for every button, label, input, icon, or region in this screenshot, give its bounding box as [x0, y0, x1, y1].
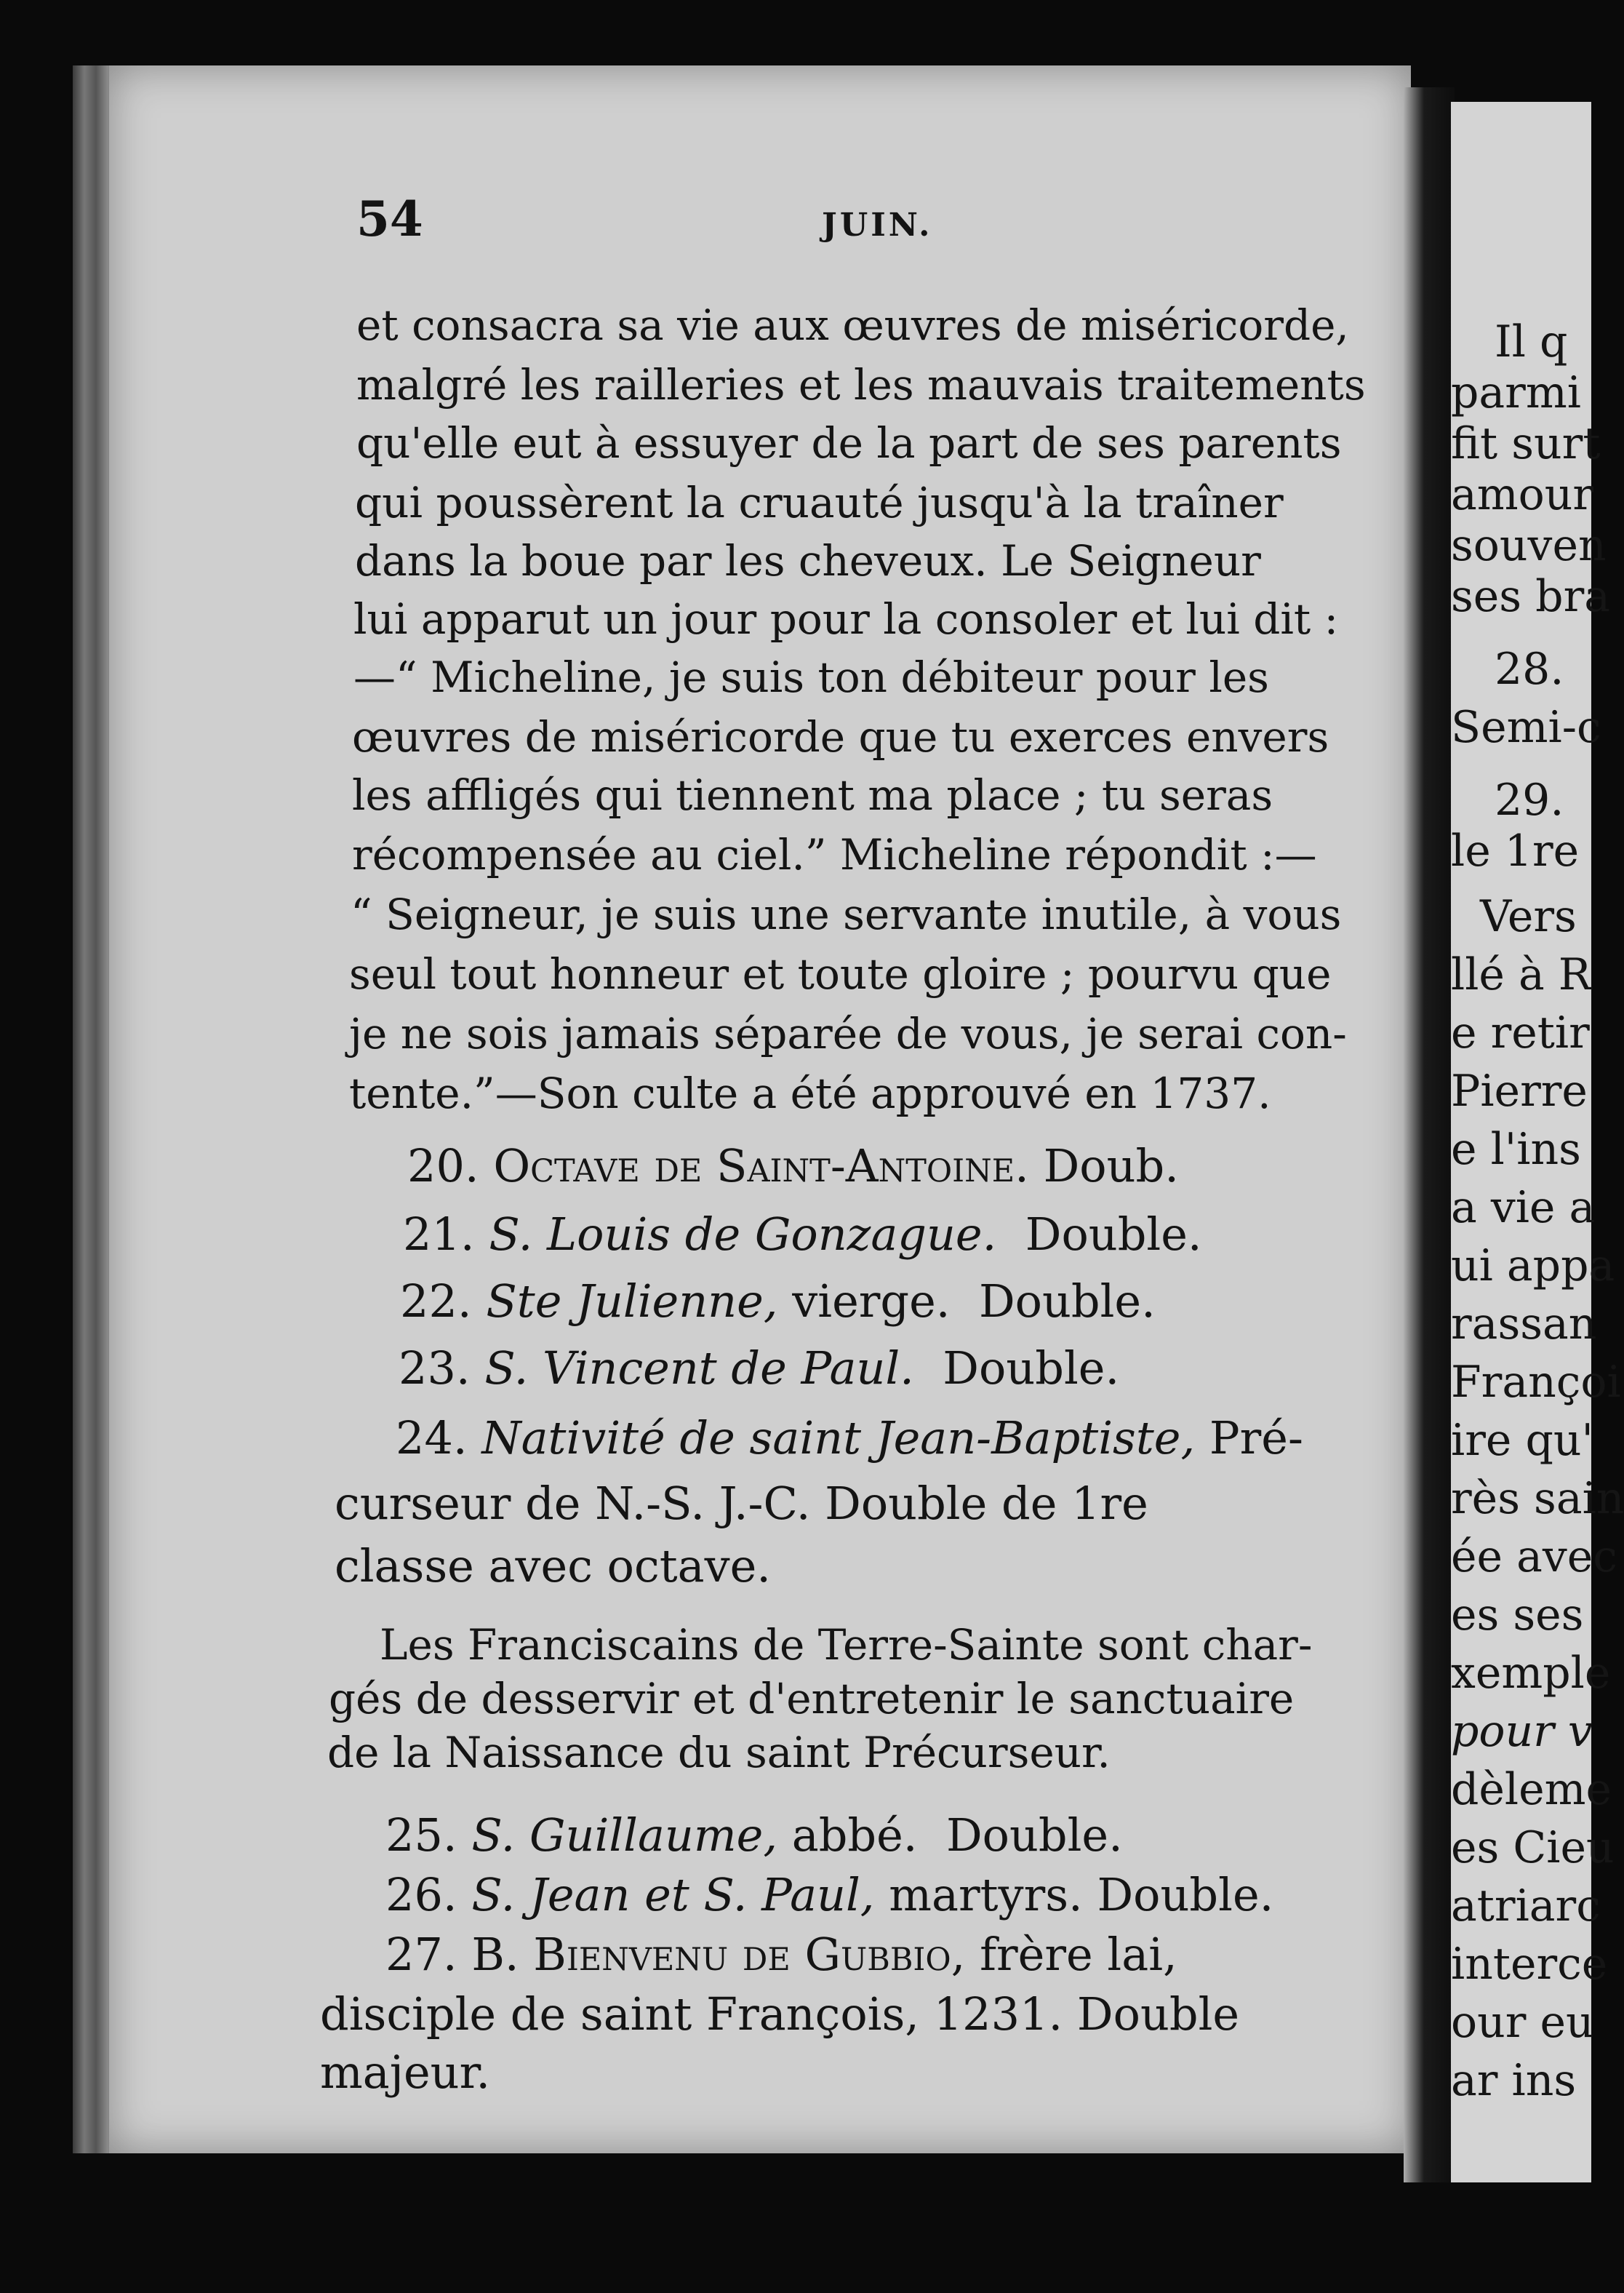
fragment-line: Françoi [1451, 1357, 1621, 1408]
fragment-line: souven [1451, 520, 1607, 571]
text-line: récompensée au ciel.” Micheline répondit :— [352, 830, 1317, 880]
text-line: seul tout honneur et toute gloire ; pourvu que [349, 949, 1332, 999]
note-line: de la Naissance du saint Précurseur. [327, 1728, 1111, 1777]
entry-20 [407, 1139, 1179, 1192]
entry-23 [399, 1341, 1120, 1395]
text-line: qu'elle eut à essuyer de la part de ses parents [356, 418, 1342, 468]
fragment-line: e l'ins [1451, 1124, 1581, 1175]
fragment-line: fit surt [1451, 418, 1601, 469]
entry-27-line2: disciple de saint François, 1231. Double [320, 1987, 1240, 2041]
entry-number: 25. [385, 1809, 457, 1862]
note-line: Les Franciscains de Terre-Sainte sont char- [380, 1620, 1313, 1670]
note-line: gés de desservir et d'entretenir le sanctuaire [329, 1674, 1295, 1723]
entry-number: 20. [407, 1139, 479, 1192]
fragment-line: 29. [1495, 775, 1564, 826]
entry-description: abbé. [791, 1809, 918, 1862]
entry-26 [385, 1868, 1274, 1921]
page-header [356, 191, 1375, 256]
text-line: les affligés qui tiennent ma place ; tu seras [352, 770, 1273, 820]
fragment-line: e retir [1451, 1008, 1590, 1058]
fragment-line: parmi [1451, 367, 1581, 418]
fragment-line: ire qu' [1451, 1415, 1593, 1466]
text-line: —“ Micheline, je suis ton débiteur pour les [353, 653, 1269, 702]
page-number: 54 [356, 191, 423, 247]
fragment-line: ui appa [1451, 1240, 1615, 1291]
fragment-line: xemple [1451, 1648, 1611, 1699]
text-line: œuvres de miséricorde que tu exerces envers [352, 712, 1329, 762]
fragment-line: le 1re [1451, 826, 1580, 877]
fragment-line: our eu [1451, 1997, 1594, 2048]
fragment-line: interce [1451, 1939, 1608, 1990]
entry-name: Octave de Saint-Antoine. [493, 1139, 1029, 1192]
entry-rank: Double. [978, 1275, 1156, 1328]
fragment-line: amour [1451, 469, 1594, 520]
fragment-line: a vie a [1451, 1182, 1596, 1233]
entry-number: 27. [385, 1928, 457, 1981]
fragment-line: llé à R [1451, 949, 1591, 1000]
fragment-line: Vers [1480, 891, 1577, 942]
fragment-line: atriarc [1451, 1881, 1601, 1931]
entry-rank: Double. [1025, 1208, 1202, 1261]
book-gutter [1404, 87, 1455, 2182]
entry-description: vierge. [792, 1275, 951, 1328]
entry-description: martyrs. [889, 1868, 1083, 1921]
text-line: dans la boue par les cheveux. Le Seigneur [355, 536, 1261, 586]
entry-number: 26. [385, 1868, 457, 1921]
next-page-fragment [1451, 102, 1624, 2182]
fragment-line: es Cieu [1451, 1822, 1615, 1873]
entry-rank: Double. [1097, 1868, 1274, 1921]
entry-name: S. Guillaume, [471, 1809, 778, 1862]
entry-22 [400, 1275, 1156, 1328]
text-line: malgré les railleries et les mauvais traitements [356, 360, 1366, 410]
entry-name: S. Jean et S. Paul, [471, 1868, 875, 1921]
entry-21 [403, 1208, 1202, 1261]
text-line: je ne sois jamais séparée de vous, je serai con- [349, 1009, 1347, 1058]
entry-number: 21. [403, 1208, 475, 1261]
entry-24 [396, 1411, 1303, 1464]
entry-25 [385, 1809, 1123, 1862]
fragment-line: rès sain [1451, 1473, 1624, 1524]
text-line: lui apparut un jour pour la consoler et lui dit : [353, 594, 1339, 644]
fragment-line: Il q [1495, 316, 1568, 367]
text-line: et consacra sa vie aux œuvres de miséricorde, [356, 300, 1349, 350]
entry-rank: Double. [943, 1341, 1120, 1395]
running-title: JUIN. [822, 207, 933, 244]
entry-number: 23. [399, 1341, 471, 1395]
fragment-line: rassan [1451, 1299, 1597, 1349]
text-line: “ Seigneur, je suis une servante inutile, à vous [351, 890, 1342, 939]
entry-24-line2: curseur de N.-S. J.-C. Double de 1re [335, 1477, 1148, 1530]
entry-name: Nativité de saint Jean-Baptiste, [481, 1411, 1196, 1464]
fragment-line: ée avec [1451, 1531, 1617, 1582]
fragment-line: 28. [1495, 644, 1564, 695]
entry-rest: frère lai, [980, 1928, 1177, 1981]
entry-name: S. Vincent de Paul. [484, 1341, 914, 1395]
entry-24-line3: classe avec octave. [335, 1539, 772, 1592]
fragment-line: ses bra [1451, 571, 1611, 622]
text-line: qui poussèrent la cruauté jusqu'à la traîner [355, 478, 1284, 527]
entry-rest: Pré- [1209, 1411, 1303, 1464]
entry-number: 24. [396, 1411, 468, 1464]
entry-name: B. Bienvenu de Gubbio, [471, 1928, 966, 1981]
entry-27 [385, 1928, 1177, 1981]
entry-number: 22. [400, 1275, 472, 1328]
entry-rank: Double. [945, 1809, 1123, 1862]
text-line: tente.”—Son culte a été approuvé en 1737. [349, 1069, 1271, 1118]
fragment-line: ar ins [1451, 2055, 1577, 2106]
fragment-line: Pierre [1451, 1066, 1588, 1117]
fragment-line: pour v [1451, 1706, 1593, 1757]
entry-name: Ste Julienne, [486, 1275, 778, 1328]
entry-27-line3: majeur. [320, 2046, 491, 2099]
fragment-line: es ses [1451, 1590, 1584, 1640]
fragment-line: Semi-c [1451, 702, 1601, 753]
fragment-line: dèleme [1451, 1764, 1612, 1815]
entry-rank: Doub. [1043, 1139, 1179, 1192]
entry-name: S. Louis de Gonzague. [489, 1208, 997, 1261]
